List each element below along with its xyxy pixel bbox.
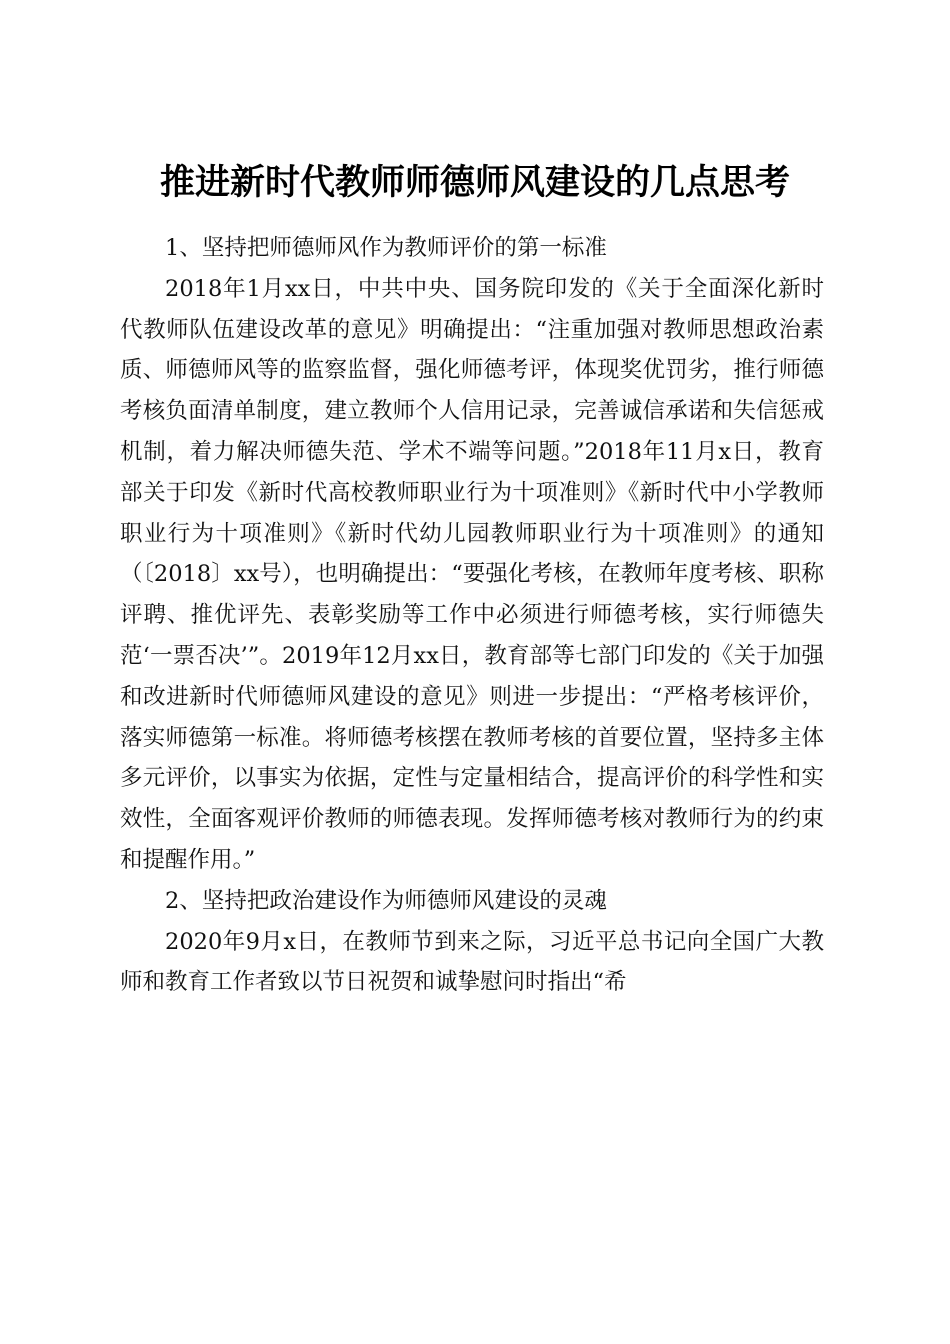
section-heading-1: 1、坚持把师德师风作为教师评价的第一标准: [165, 235, 607, 261]
body-paragraph-1: 2018年1月xx日，中共中央、国务院印发的《关于全面深化新时代教师队伍建设改革的意见》明确提出：“注重加强对教师思想政治素质、师德师风等的监察监督，强化师德考评，体现奖优罚劣，推行师德考核负面清单制度，建立教师个人信用记录，完善诚信承诺和失信惩戒机制，着力解决师德失范、学术不端等问题。”2018年11月x日，教育部关于印发《新时代高校教师职业行为十项准则》《新时代中小学教师职业行为十项准则》《新时代幼儿园教师职业行为十项准则》的通知（〔2018〕xx号），也明确提出：“要强化考核，在教师年度考核、职称评聘、推优评先、表彰奖励等工作中必须进行师德考核，实行师德失范‘一票否决’”。2019年12月xx日，教育部等七部门印发的《关于加强和改进新时代师德师风建设的意见》则进一步提出：“严格考核评价，落实师德第一标准。将师德考核摆在教师考核的首要位置，坚持多主体多元评价，以事实为依据，定性与定量相结合，提高评价的科学性和实效性，全面客观评价教师的师德表现。发挥师德考核对教师行为的约束和提醒作用。”: [120, 275, 824, 873]
document-body: [120, 228, 824, 1003]
section-heading-2: 2、坚持把政治建设作为师德师风建设的灵魂: [165, 887, 607, 914]
body-paragraph-2: 2020年9月x日，在教师节到来之际，习近平总书记向全国广大教师和教育工作者致以节日祝贺和诚挚慰问时指出“希: [120, 928, 824, 996]
document-title: 推进新时代教师师德师风建设的几点思考: [159, 162, 790, 204]
